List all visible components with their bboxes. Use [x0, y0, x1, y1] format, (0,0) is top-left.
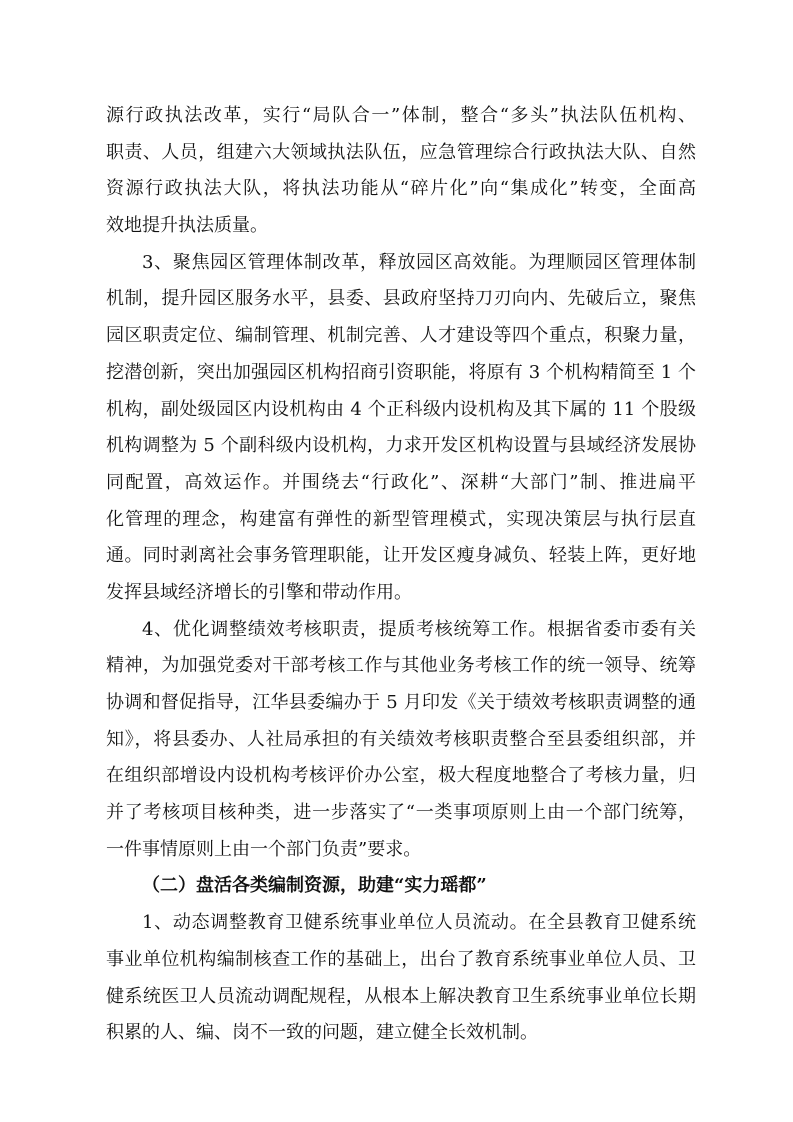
- text-line: 效地提升执法质量。: [106, 215, 268, 237]
- text-line: 发挥县域经济增长的引擎和带动作用。: [106, 581, 412, 603]
- text-line: 园区职责定位、编制管理、机制完善、人才建设等四个重点，积聚力量，: [106, 325, 696, 347]
- paragraph-education-health-staffing: [106, 905, 696, 1052]
- text-line: 资源行政执法大队，将执法功能从“碎片化”向“集成化”转变，全面高: [106, 178, 696, 200]
- text-line: 事业单位机构编制核查工作的基础上，出台了教育系统事业单位人员、卫: [106, 948, 696, 970]
- text-line: 积累的人、编、岗不一致的问题，建立健全长效机制。: [106, 1022, 538, 1044]
- text-line: 同配置，高效运作。并围绕去“行政化”、深耕“大部门”制、推进扁平: [106, 471, 696, 493]
- text-line: 机制，提升园区服务水平，县委、县政府坚持刀刃向内、先破后立，聚焦: [106, 288, 696, 310]
- paragraph-performance-assessment: [106, 612, 696, 869]
- document-page: [106, 98, 696, 1052]
- text-line: 一件事情原则上由一个部门负责”要求。: [106, 838, 422, 860]
- section-heading: （二）盘活各类编制资源，助建“实力瑶都”: [142, 875, 487, 897]
- text-line: 健系统医卫人员流动调配规程，从根本上解决教育卫生系统事业单位长期: [106, 985, 696, 1007]
- text-line: 1、动态调整教育卫健系统事业单位人员流动。在全县教育卫健系统: [142, 912, 696, 934]
- text-line: 通。同时剥离社会事务管理职能，让开发区瘦身减负、轻装上阵，更好地: [106, 545, 696, 567]
- text-line: 在组织部增设内设机构考核评价办公室，极大程度地整合了考核力量，归: [106, 765, 696, 787]
- text-line: 源行政执法改革，实行“局队合一”体制，整合“多头”执法队伍机构、: [106, 105, 696, 126]
- text-line: 挖潜创新，突出加强园区机构招商引资职能，将原有 3 个机构精简至 1 个: [106, 361, 696, 383]
- text-line: 4、优化调整绩效考核职责，提质考核统筹工作。根据省委市委有关: [142, 618, 696, 640]
- text-line: 机构调整为 5 个副科级内设机构，力求开发区机构设置与县域经济发展协: [106, 435, 696, 457]
- text-line: 并了考核项目核种类，进一步落实了“一类事项原则上由一个部门统筹，: [106, 802, 696, 824]
- text-line: 精神，为加强党委对干部考核工作与其他业务考核工作的统一领导、统筹: [106, 655, 696, 677]
- paragraph-park-reform: [106, 245, 696, 612]
- paragraph-reform-enforcement: [106, 98, 696, 245]
- text-line: 知》，将县委办、人社局承担的有关绩效考核职责整合至县委组织部，并: [106, 728, 696, 750]
- text-line: 3、聚焦园区管理体制改革，释放园区高效能。为理顺园区管理体制: [142, 251, 696, 273]
- text-line: 化管理的理念，构建富有弹性的新型管理模式，实现决策层与执行层直: [106, 508, 696, 530]
- text-line: 协调和督促指导，江华县委编办于 5 月印发《关于绩效考核职责调整的通: [106, 692, 696, 713]
- text-line: 机构，副处级园区内设机构由 4 个正科级内设机构及其下属的 11 个股级: [106, 398, 696, 420]
- text-line: 职责、人员，组建六大领域执法队伍，应急管理综合行政执法大队、自然: [106, 141, 696, 163]
